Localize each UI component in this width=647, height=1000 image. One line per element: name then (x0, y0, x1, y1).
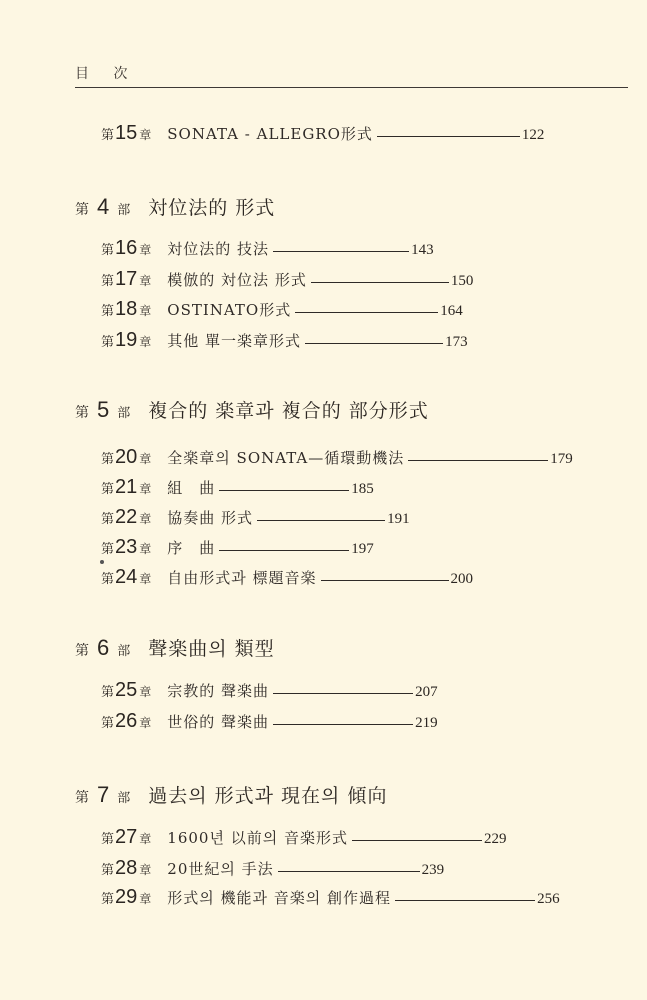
part-title: 対位法的 形式 (148, 197, 276, 219)
toc-chapter-entry (101, 298, 463, 322)
dot-leader-line (219, 550, 349, 551)
chapter-title: 協奏曲 形式 (167, 509, 254, 527)
chapter-title: 20世紀의 手法 (167, 860, 274, 878)
chapter-title: 宗教的 聲楽曲 (167, 682, 270, 700)
chapter-suffix: 章 (139, 572, 152, 586)
chapter-number: 23 (115, 536, 138, 558)
chapter-number: 15 (115, 122, 138, 144)
part-title: 複合的 楽章과 複合的 部分形式 (148, 400, 429, 422)
chapter-title: 全楽章의 SONATA—循環動機法 (167, 449, 405, 467)
chapter-number: 28 (115, 857, 138, 879)
dot-leader-line (219, 490, 349, 491)
chapter-number: 22 (115, 506, 138, 528)
page-number: 256 (537, 891, 560, 907)
toc-chapter-entry (101, 506, 410, 530)
toc-part-heading (75, 634, 275, 661)
toc-chapter-entry (101, 536, 374, 560)
chapter-number: 18 (115, 298, 138, 320)
part-number: 5 (97, 397, 110, 422)
chapter-suffix: 章 (139, 685, 152, 699)
toc-chapter-entry (101, 826, 506, 850)
page-number: 173 (445, 334, 468, 350)
page-number: 219 (415, 715, 438, 731)
dot-leader-line (273, 251, 409, 252)
chapter-number: 29 (115, 886, 138, 908)
chapter-suffix: 章 (139, 482, 152, 496)
chapter-prefix: 第 (101, 512, 115, 527)
page-number: 122 (521, 127, 545, 143)
part-suffix: 部 (117, 203, 131, 218)
chapter-title: 自由形式과 標題音楽 (167, 569, 317, 587)
chapter-number: 16 (115, 237, 138, 259)
chapter-prefix: 第 (101, 542, 115, 557)
chapter-prefix: 第 (101, 685, 115, 700)
chapter-suffix: 章 (139, 452, 152, 466)
page-number: 197 (351, 541, 374, 557)
dot-leader-line (352, 840, 482, 841)
chapter-number: 19 (115, 329, 138, 351)
dot-leader-line (305, 343, 443, 344)
chapter-title: 其他 單一楽章形式 (167, 332, 302, 350)
chapter-prefix: 第 (101, 304, 115, 319)
page-number: 239 (421, 862, 445, 878)
chapter-prefix: 第 (101, 863, 115, 878)
chapter-title: SONATA - ALLEGRO形式 (167, 125, 373, 143)
chapter-prefix: 第 (101, 128, 115, 143)
dot-leader-line (311, 282, 449, 283)
chapter-title: 組 曲 (167, 479, 216, 497)
chapter-prefix: 第 (101, 832, 115, 847)
dot-leader-line (273, 724, 413, 725)
toc-chapter-entry (101, 566, 473, 590)
chapter-title: 序 曲 (167, 539, 216, 557)
chapter-prefix: 第 (101, 243, 115, 258)
part-suffix: 部 (117, 644, 131, 659)
toc-chapter-entry (101, 329, 468, 353)
part-number: 4 (97, 194, 110, 219)
chapter-prefix: 第 (101, 335, 115, 350)
header-rule (75, 87, 628, 88)
chapter-number: 27 (115, 826, 138, 848)
part-title: 聲楽曲의 類型 (148, 638, 275, 660)
toc-chapter-entry (101, 679, 438, 703)
chapter-prefix: 第 (101, 716, 115, 731)
toc-chapter-entry (101, 710, 438, 734)
toc-chapter-entry (101, 857, 444, 881)
chapter-suffix: 章 (139, 243, 152, 257)
chapter-number: 21 (115, 476, 138, 498)
page-number: 143 (411, 242, 434, 258)
part-number: 7 (97, 782, 110, 807)
chapter-title: 世俗的 聲楽曲 (167, 713, 270, 731)
dot-leader-line (273, 693, 413, 694)
chapter-title: OSTINATO形式 (167, 301, 292, 319)
chapter-suffix: 章 (139, 128, 152, 142)
part-prefix: 第 (75, 202, 89, 218)
part-prefix: 第 (75, 643, 89, 659)
page-number: 150 (450, 273, 474, 289)
chapter-suffix: 章 (139, 304, 152, 318)
dot-leader-line (408, 460, 548, 461)
dot-leader-line (321, 580, 449, 581)
chapter-suffix: 章 (139, 335, 152, 349)
page-number: 179 (550, 451, 573, 467)
page-header-title: 目 次 (75, 66, 138, 82)
chapter-suffix: 章 (139, 832, 152, 846)
chapter-prefix: 第 (101, 572, 115, 587)
part-prefix: 第 (75, 405, 89, 421)
toc-chapter-entry (101, 446, 573, 470)
toc-chapter-entry (101, 476, 374, 500)
page-number: 200 (450, 571, 474, 587)
chapter-number: 20 (115, 446, 138, 468)
chapter-number: 25 (115, 679, 138, 701)
chapter-prefix: 第 (101, 274, 115, 289)
toc-part-heading (75, 781, 387, 808)
dot-leader-line (257, 520, 385, 521)
toc-chapter-entry (101, 122, 544, 146)
dot-leader-line (278, 871, 420, 872)
chapter-suffix: 章 (139, 863, 152, 877)
toc-chapter-entry (101, 237, 434, 261)
page-number: 207 (415, 684, 438, 700)
part-title: 過去의 形式과 現在의 傾向 (148, 785, 388, 807)
page-number: 185 (351, 481, 374, 497)
part-number: 6 (97, 635, 110, 660)
chapter-title: 形式의 機能과 音楽의 創作過程 (167, 889, 392, 907)
dot-leader-line (395, 900, 535, 901)
toc-part-heading (75, 396, 429, 423)
chapter-prefix: 第 (101, 482, 115, 497)
chapter-title: 対位法的 技法 (167, 240, 270, 258)
chapter-prefix: 第 (101, 452, 115, 467)
chapter-suffix: 章 (139, 274, 152, 288)
chapter-prefix: 第 (101, 892, 115, 907)
chapter-number: 24 (115, 566, 138, 588)
chapter-suffix: 章 (139, 892, 152, 906)
toc-chapter-entry (101, 268, 473, 292)
dot-leader-line (295, 312, 438, 313)
chapter-suffix: 章 (139, 542, 152, 556)
part-prefix: 第 (75, 790, 89, 806)
chapter-title: 1600년 以前의 音楽形式 (167, 829, 348, 847)
chapter-number: 17 (115, 268, 138, 290)
dot-leader-line (377, 136, 520, 137)
toc-chapter-entry (101, 886, 560, 910)
toc-part-heading (75, 193, 275, 220)
part-suffix: 部 (117, 406, 131, 421)
page-number: 164 (440, 303, 463, 319)
page-number: 229 (483, 831, 507, 847)
page-number: 191 (387, 511, 410, 527)
chapter-suffix: 章 (139, 716, 152, 730)
chapter-suffix: 章 (139, 512, 152, 526)
chapter-title: 模倣的 対位法 形式 (167, 271, 307, 289)
chapter-number: 26 (115, 710, 138, 732)
print-speck (100, 560, 104, 564)
part-suffix: 部 (117, 791, 131, 806)
